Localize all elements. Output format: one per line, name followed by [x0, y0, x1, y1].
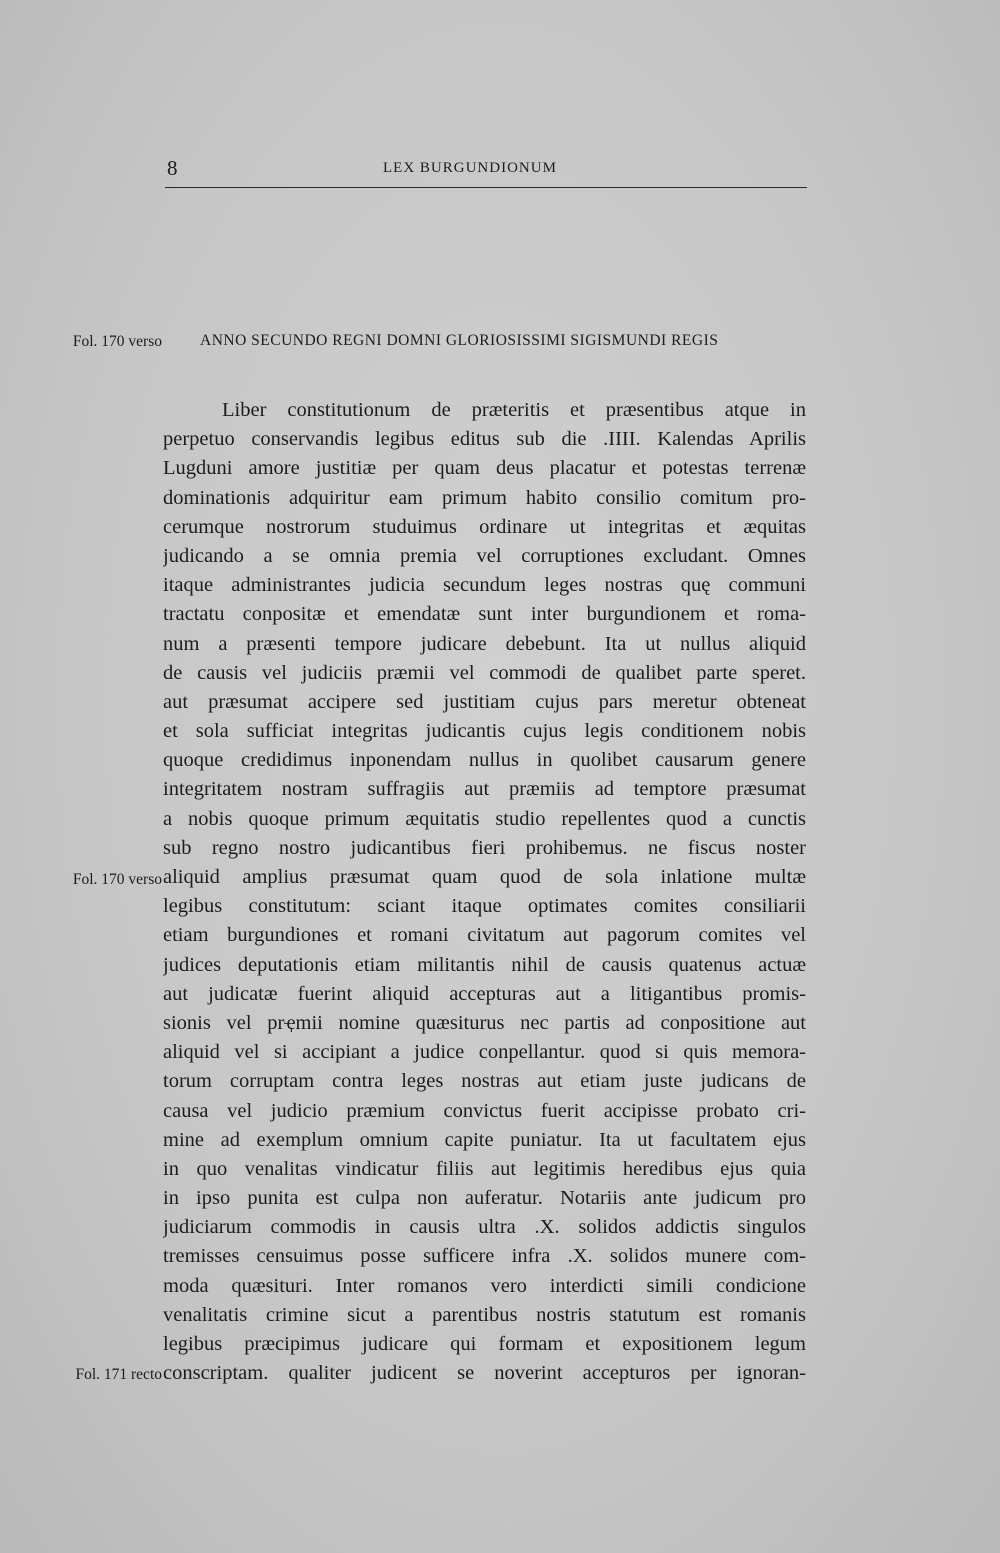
folio-note-1: Fol. 170 verso	[72, 333, 162, 350]
text-line: legibus constitutum: sciant itaque optimates comites consiliarii	[163, 895, 806, 918]
text-line: in ipso punita est culpa non auferatur. Notariis ante judicum pro	[163, 1187, 806, 1210]
folio-note-2: Fol. 170 verso	[72, 871, 162, 888]
text-line: quoque credidimus inponendam nullus in quolibet causarum genere	[163, 749, 806, 772]
text-line: moda quæsituri. Inter romanos vero interdicti simili condicione	[163, 1274, 806, 1297]
text-line: aut præsumat accipere sed justitiam cujus pars meretur obteneat	[163, 690, 806, 713]
text-line: venalitatis crimine sicut a parentibus nostris statutum est romanis	[163, 1303, 806, 1326]
text-line: in quo venalitas vindicatur filiis aut legitimis heredibus ejus quia	[163, 1157, 806, 1180]
text-line: legibus præcipimus judicare qui formam et expositionem legum	[163, 1333, 806, 1355]
header-rule	[165, 187, 807, 188]
text-line: conscriptam. qualiter judicent se noverint accepturos per ignoran-	[163, 1362, 806, 1385]
text-line: judicando a se omnia premia vel corruptiones excludant. Omnes	[163, 544, 806, 567]
text-line: causa vel judicio præmium convictus fuerit accipisse probato cri-	[163, 1099, 806, 1122]
text-line: sub regno nostro judicantibus fieri prohibemus. ne fiscus noster	[163, 836, 806, 859]
page-header	[165, 152, 807, 188]
text-line: etiam burgundiones et romani civitatum aut pagorum comites vel	[163, 924, 806, 947]
text-line: perpetuo conservandis legibus editus sub die .IIII. Kalendas Aprilis	[163, 428, 806, 451]
text-line: et sola sufficiat integritas judicantis cujus legis conditionem nobis	[163, 720, 806, 743]
text-line: integritatem nostram suffragiis aut præmiis ad temptore præsumat	[163, 778, 806, 801]
running-title: LEX BURGUNDIONUM	[383, 160, 557, 176]
text-line: itaque administrantes judicia secundum leges nostras quę communi	[163, 574, 806, 597]
text-line: dominationis adquiritur eam primum habito consilio comitum pro-	[163, 486, 806, 509]
text-line: torum corruptam contra leges nostras aut etiam juste judicans de	[163, 1070, 806, 1093]
text-line: sionis vel prҿmii nomine quæsiturus nec partis ad conpositione aut	[163, 1011, 806, 1034]
folio-note-3: Fol. 171 recto	[75, 1366, 162, 1383]
text-line: aliquid amplius præsumat quam quod de sola inlatione multæ	[163, 866, 806, 888]
text-line: mine ad exemplum omnium capite puniatur. Ita ut facultatem ejus	[163, 1128, 806, 1151]
text-line: num a præsenti tempore judicare debebunt. Ita ut nullus aliquid	[163, 632, 806, 655]
text-line: tremisses censuimus posse sufficere infra .X. solidos munere com-	[163, 1245, 806, 1268]
text-line: cerumque nostrorum studuimus ordinare ut integritas et æquitas	[163, 515, 806, 538]
text-line: Liber constitutionum de præteritis et præsentibus atque in	[222, 399, 806, 421]
text-line: a nobis quoque primum æquitatis studio repellentes quod a cunctis	[163, 807, 806, 830]
text-line: judices deputationis etiam militantis nihil de causis quatenus actuæ	[163, 953, 806, 976]
text-line: tractatu conpositæ et emendatæ sunt inter burgundionem et roma-	[163, 603, 806, 626]
text-line: aut judicatæ fuerint aliquid accepturas aut a litigantibus promis-	[163, 982, 806, 1005]
text-line: de causis vel judiciis præmii vel commodi de qualibet parte speret.	[163, 661, 806, 684]
body-text	[163, 396, 806, 1388]
section-heading: ANNO SECUNDO REGNI DOMNI GLORIOSISSIMI SIGISMUNDI REGIS	[200, 332, 719, 349]
text-line: aliquid vel si accipiant a judice conpellantur. quod si quis memora-	[163, 1041, 806, 1064]
page-number: 8	[167, 156, 178, 180]
text-line: Lugduni amore justitiæ per quam deus placatur et potestas terrenæ	[163, 457, 806, 480]
text-line: judiciarum commodis in causis ultra .X. solidos addictis singulos	[163, 1216, 806, 1239]
